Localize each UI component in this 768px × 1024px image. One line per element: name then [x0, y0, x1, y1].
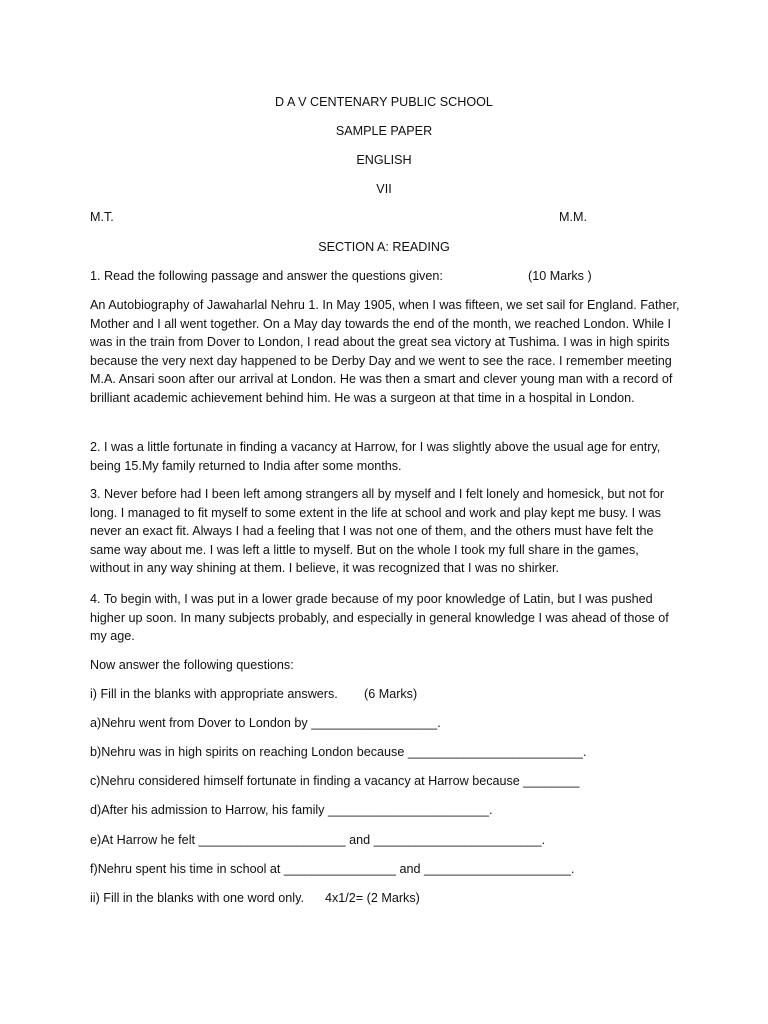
fill-blanks-1-heading: i) Fill in the blanks with appropriate answers. — [90, 687, 338, 701]
passage-paragraph-3: 3. Never before had I been left among strangers all by myself and I felt lonely and homesick, but not for long. I managed to fit myself to some extent in the life at school and work and play kept me busy. I was never an exact fit. Always I had a feeling that I was not one of them, and the others must have felt the same way about me. I was left a little to myself. But on the whole I took my full share in the games, without in any way shining at them. I believe, it was recognized that I was no shirker. — [90, 487, 665, 576]
question-f: f)Nehru spent his time in school at ________________ and _____________________. — [90, 862, 575, 876]
fill-blanks-2-heading: ii) Fill in the blanks with one word only. — [90, 891, 304, 905]
section-heading: SECTION A: READING — [318, 240, 450, 254]
school-name: D A V CENTENARY PUBLIC SCHOOL — [275, 95, 493, 109]
passage-paragraph-2: 2. I was a little fortunate in finding a vacancy at Harrow, for I was slightly above the usual age for entry, being 15.My family returned to India after some months. — [90, 440, 661, 473]
fill-blanks-1-marks: (6 Marks) — [364, 687, 418, 701]
question-1-marks: (10 Marks ) — [528, 269, 592, 283]
subject-title: ENGLISH — [356, 153, 412, 167]
question-1-text: 1. Read the following passage and answer the questions given: — [90, 269, 443, 283]
mm-label: M.M. — [559, 210, 587, 224]
mt-label: M.T. — [90, 210, 114, 224]
questions-intro: Now answer the following questions: — [90, 658, 294, 672]
passage-paragraph-4: 4. To begin with, I was put in a lower grade because of my poor knowledge of Latin, but I was pushed higher up soon. In many subjects probably, and especially in general knowledge I was ahead of those of my age. — [90, 592, 669, 644]
passage-paragraph-1: An Autobiography of Jawaharlal Nehru 1. In May 1905, when I was fifteen, we set sail for England. Father, Mother and I all went together. On a May day towards the end of the month, we reached London. While I was in the train from Dover to London, I read about the great sea victory at Tushima. I was in high spirits because the very next day happened to be Derby Day and we went to see the race. I remember meeting M.A. Ansari soon after our arrival at London. He was then a smart and clever young man with a record of brilliant academic achievement behind him. He was a surgeon at that time in a hospital in London. — [90, 298, 680, 405]
class-title: VII — [376, 182, 392, 196]
question-e: e)At Harrow he felt _____________________ and ________________________. — [90, 833, 546, 847]
paper-title: SAMPLE PAPER — [335, 124, 433, 138]
question-b: b)Nehru was in high spirits on reaching London because _________________________. — [90, 745, 587, 759]
fill-blanks-2-marks: 4x1/2= (2 Marks) — [325, 891, 420, 905]
question-d: d)After his admission to Harrow, his family _______________________. — [90, 803, 493, 817]
question-c: c)Nehru considered himself fortunate in finding a vacancy at Harrow because ________ — [90, 774, 580, 788]
question-a: a)Nehru went from Dover to London by __________________. — [90, 716, 441, 730]
